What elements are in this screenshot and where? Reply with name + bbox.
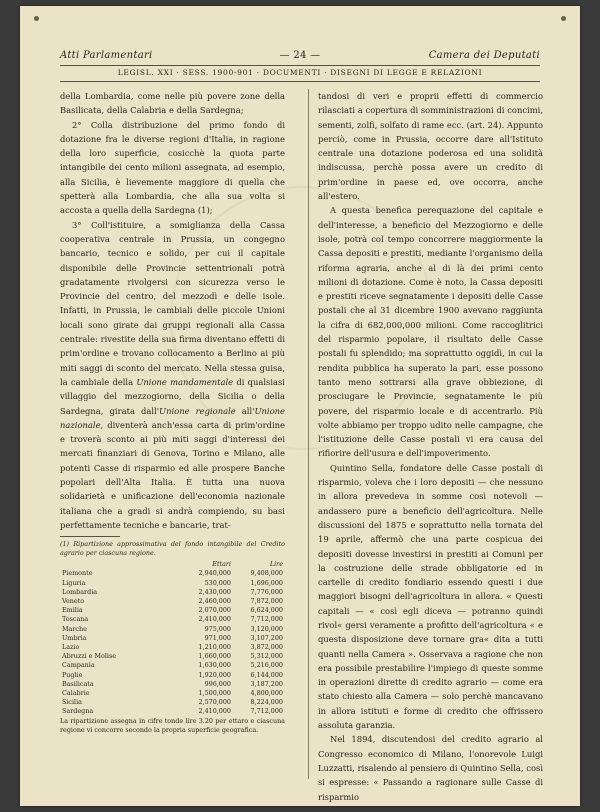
ettari-cell: 1,920,000	[198, 670, 231, 679]
paragraph: 2° Colla distribuzione del primo fondo di dotazione fra le diverse regioni d'Italia, in ragione della loro superficie, cosicchè la quota parte intangibile dei cento milioni assegnata, ad esempio, alla Sicilia, è lievemente maggiore di quella che spetterà alla Lombardia, che alla sua volta si accosta a quella della Sardegna (1);	[60, 119, 285, 216]
ettari-cell: 1,630,000	[198, 661, 231, 670]
ettari-cell: 2,410,000	[198, 615, 231, 624]
region-cell: Puglie	[62, 670, 83, 679]
table-row	[60, 661, 285, 670]
paragraph: Quintino Sella, fondatore delle Casse postali di risparmio, voleva che i loro depositi — che nessuno in allora prevedeva in somme così notevoli — andassero pure a beneficio dell'agricoltura. Nelle discussioni del 1875 e soprattutto nella tornata del 19 aprile, affermò che una parte cospicua dei depositi dovesse investirsi in prestiti ai Comuni per la costruzione delle strade obbligatorie ed in cartelle di credito fondiario essendo questi i due maggiori bisogni dell'agricoltura in allora. « Questi capitali — « così egli diceva — potranno quindi rivol« gersi veramente a profitto dell'agricoltura « e questa disposizione deve tornare gra« dita a tutti quanti nella Camera ». Osservava a ragione che non era possibile prestabilire l'impiego di queste somme in operazioni dirette di credito agrario — come era stato chiesto alla Camera — solo perchè mancavano in allora istituti e forme di credito che offrissero assoluta garanzia.	[318, 462, 543, 731]
italic-term: Unione mandamentale	[136, 376, 234, 387]
sub-header: LEGISL. XXI · SESS. 1900-901 · DOCUMENTI · DISEGNI DI LEGGE E RELAZIONI	[117, 68, 483, 77]
ettari-cell: 2,460,000	[198, 597, 231, 606]
lire-cell: 9,408,000	[250, 569, 283, 578]
page-number: — 24 —	[279, 50, 321, 61]
lire-cell: 4,800,000	[250, 689, 283, 698]
text-run: 3° Coll'istituire, a somiglianza della Cassa cooperativa centrale in Prussia, un congegno bancario, tecnico e solido, per cui il capitale disponibile delle Provincie settentrionali potrà gradatamente rivolgersi con sicurezza verso le Provincie del centro, del mezzodì e delle isole. Infatti, in Prussia, le cambiali delle piccole Unioni locali sono girate dai gruppi regionali alla Cassa centrale: rivestite della sua firma diventano effetti di prim'ordine e trovano collocamento a Berlino ai più miti saggi di sconto del mercato. Nella stessa guisa, la cambiale della	[60, 219, 285, 387]
text-run: , diventerà anch'essa carta di prim'ordine e troverà sconto ai più miti saggi d'interessi dei mercati finanziari di Genova, Torino e Milano, alle potenti Casse di risparmio ed alle prospere Banche popolari dell'Alta Italia. È tutta una nuova solidarietà e unificazione dell'economia nazionale italiana che a gradi si andrà compiendo, su basi perfettamente tecniche e bancarie, trat-	[60, 419, 285, 530]
region-cell: Sicilia	[62, 698, 82, 707]
sub-header-rule	[60, 81, 540, 82]
italic-term: Unione regionale	[159, 405, 236, 416]
lire-cell: 6,144,000	[250, 670, 283, 679]
table-row	[60, 579, 285, 588]
ettari-cell: 2,570,000	[198, 698, 231, 707]
table-row	[60, 680, 285, 689]
footnote-note: La ripartizione assegna in cifre tonde lire 3.20 per ettaro e ciascuna regione vi concorre secondo la propria superficie geografica.	[60, 716, 285, 734]
ettari-cell: 996,000	[204, 679, 231, 688]
ettari-cell: 2,070,000	[198, 606, 231, 615]
column-header-region	[60, 560, 181, 569]
ettari-cell: 2,430,000	[198, 587, 231, 596]
text-run: all'	[235, 405, 255, 416]
italic-term: Unione nazionale	[60, 405, 285, 430]
region-cell: Piemonte	[62, 569, 93, 578]
table-row	[60, 615, 285, 624]
lire-cell: 5,312,000	[250, 652, 283, 661]
table-row	[60, 689, 285, 698]
lire-cell: 3,120,000	[250, 624, 283, 633]
table-row	[60, 707, 285, 716]
region-cell: Lazio	[62, 643, 80, 652]
ettari-cell: 2,940,000	[198, 569, 231, 578]
lire-cell: 3,872,000	[250, 643, 283, 652]
footnote-table	[60, 560, 285, 716]
table-row	[60, 671, 285, 680]
paragraph: Nel 1894, discutendosi del credito agrario al Congresso economico di Milano, l'onorevole Luigi Luzzatti, risalendo al pensiero di Quintino Sella, così si espresse: « Passando a ragionare sulle Casse di risparmio	[318, 734, 543, 802]
footnote-rule	[60, 536, 120, 537]
table-row	[60, 588, 285, 597]
lire-cell: 7,872,000	[250, 597, 283, 606]
header-right: Camera dei Deputati	[428, 50, 540, 61]
right-column	[318, 89, 543, 804]
lire-cell: 5,216,000	[250, 661, 283, 670]
lire-cell: 6,624,000	[250, 606, 283, 615]
region-cell: Liguria	[62, 578, 86, 587]
header-left: Atti Parlamentari	[60, 50, 153, 61]
ettari-cell: 1,660,000	[198, 652, 231, 661]
ettari-cell: 1,210,000	[198, 643, 231, 652]
ettari-cell: 975,000	[204, 624, 231, 633]
left-column	[60, 89, 285, 735]
lire-cell: 3,187,200	[250, 679, 283, 688]
column-header-ettari: Ettari	[212, 560, 231, 569]
lire-cell: 7,776,000	[250, 587, 283, 596]
region-cell: Toscana	[62, 615, 89, 624]
region-cell: Basilicata	[62, 679, 94, 688]
lire-cell: 8,224,000	[250, 698, 283, 707]
lire-cell: 3,107,200	[250, 633, 283, 642]
document-page	[20, 6, 580, 806]
region-cell: Marche	[62, 624, 87, 633]
binding-hole-right	[561, 16, 566, 21]
region-cell: Calabrie	[62, 689, 90, 698]
ettari-cell: 2,410,000	[198, 707, 231, 716]
ettari-cell: 530,000	[204, 578, 231, 587]
ettari-cell: 1,500,000	[198, 689, 231, 698]
table-row	[60, 652, 285, 661]
table-header-row	[60, 560, 285, 569]
table-row	[60, 597, 285, 606]
paragraph: della Lombardia, come nelle più povere zone della Basilicata, della Calabria e della Sardegna;	[60, 91, 285, 116]
region-cell: Abruzzi e Molise	[62, 652, 117, 661]
table-row	[60, 698, 285, 707]
column-header-lire: Lire	[269, 560, 283, 569]
region-cell: Sardegna	[62, 707, 94, 716]
region-cell: Lombardia	[62, 587, 98, 596]
paragraph: A questa benefica perequazione del capitale e dell'interesse, a beneficio del Mezzogiorno e delle isole, potrà col tempo concorrere maggiormente la Cassa depositi e prestiti, mediante l'organismo della riforma agraria, anche al di là dei primi cento milioni di dotazione. Come è noto, la Cassa depositi e prestiti riceve segnatamente i depositi delle Casse postali che al 31 dicembre 1900 avevano raggiunta la cifra di 682,000,000 milioni. Come raccoglitrici del risparmio popolare, il risultato delle Casse postali fu splendido; ma soprattutto oggidì, in cui la rendita pubblica ha superato la pari, esse possono tanto meno sottrarsi alla grave obbiezione, di prosciugare le Provincie, segnatamente le più povere, del risparmio locale e di accentrarlo. Più volte abbiamo per troppo udito nelle campagne, che l'istituzione delle Casse postali vi era causa del rifiorire dell'usura e dell'impoverimento.	[318, 205, 543, 459]
lire-cell: 7,712,000	[250, 707, 283, 716]
text-run: di qualsiasi villaggio del mezzogiorno, della Sicilia o della Sardegna, girata dall'	[60, 376, 285, 416]
region-cell: Umbria	[62, 633, 87, 642]
binding-hole-left	[34, 16, 39, 21]
region-cell: Emilia	[62, 606, 83, 615]
table-row	[60, 643, 285, 652]
lire-cell: 1,696,000	[250, 578, 283, 587]
region-cell: Veneto	[62, 597, 85, 606]
lire-cell: 7,712,000	[250, 615, 283, 624]
footnote-caption: (1) Ripartizione approssimativa del fondo intangibile del Credito agrario per ciascuna regione.	[60, 540, 285, 558]
region-cell: Campania	[62, 661, 95, 670]
table-row	[60, 569, 285, 578]
table-row	[60, 625, 285, 634]
table-row	[60, 606, 285, 615]
header-rule	[60, 65, 540, 66]
ettari-cell: 971,000	[204, 633, 231, 642]
paragraph	[60, 218, 285, 533]
paragraph: tandosi di veri e proprii effetti di commercio rilasciati a copertura di somministrazioni di concimi, sementi, zolfi, solfato di rame ecc. (art. 24). Appunto perciò, come in Prussia, occorre dare all'Istituto centrale una dotazione poderosa ed una solidità indiscussa, perchè possa avere un credito di prim'ordine in paese ed, ove occorra, anche all'estero.	[318, 91, 543, 202]
column-divider	[308, 89, 309, 779]
table-row	[60, 634, 285, 643]
